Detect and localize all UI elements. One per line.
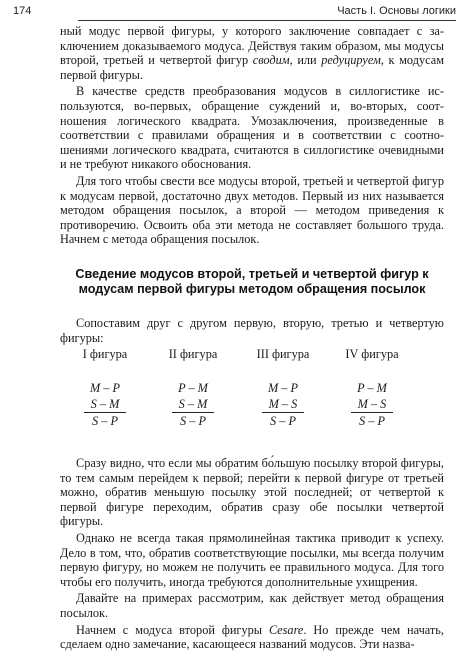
paragraph: Начнем с модуса второй фигуры Cesare. Но прежде чем начать, сделаем одно замечание, касающееся названий модусов. Эти назва- (60, 622, 444, 652)
page-body (60, 24, 444, 654)
paragraph: Сопоставим друг с другом первую, вторую, третью и четвертую фигуры: (60, 315, 444, 345)
major-premise: P – M (178, 381, 208, 396)
section-heading: Сведение модусов второй, третьей и четвертой фигур к модусам первой фигуры методом обращения посылок (75, 266, 429, 297)
header-rule (78, 20, 456, 21)
paragraph: ный модус первой фигуры, у которого заключение совпадает с заключением доказываемого модуса. Действуя таким образом, мы модусы второй, третьей и четвертой фигур сводим, или редуцируем, к модусам первой фигуры. (60, 24, 444, 82)
conclusion: S – P (92, 414, 118, 429)
figure-title: II фигура (168, 347, 218, 362)
paragraph: Однако не всегда такая прямолинейная тактика приводит к успеху. Дело в том, что, обратив соответствующие посылки, мы всегда получим первую фигуру, но можем не получить ее правильного модуса. Для того чтобы его получить, иногда требуются дополнительные ухищрения. (60, 531, 444, 589)
paragraph: Давайте на примерах рассмотрим, как действует метод обращения посылок. (60, 591, 444, 621)
conclusion: S – P (359, 414, 385, 429)
minor-premise: M – S (262, 396, 304, 413)
page-header (0, 0, 470, 26)
emphasis: редуцируем (321, 53, 381, 68)
figure-title: III фигура (256, 347, 310, 362)
minor-premise: S – M (172, 396, 214, 413)
figure-title: IV фигура (345, 347, 399, 362)
emphasis: Cesare (268, 622, 304, 637)
figure-3 (243, 347, 323, 429)
figure-4 (332, 347, 412, 429)
major-premise: M – P (89, 381, 121, 396)
major-premise: M – P (267, 381, 299, 396)
figure-2 (153, 347, 233, 429)
figure-title: I фигура (82, 347, 128, 362)
minor-premise: M – S (351, 396, 393, 413)
conclusion: S – P (180, 414, 206, 429)
emphasis: сводим (252, 53, 290, 68)
running-head: Часть I. Основы логики (337, 5, 456, 17)
paragraph: В качестве средств преобразования модусов в силлогистике используются, во-первых, обращение суждений и, во-вторых, соотношения логического квадрата. Умозаключения, произведенные в соответствии с правилами обращения и в соответствии с соотношениями логического квадрата, считаются в силлогистике очевидными и не требуют никакого обоснования. (60, 84, 444, 172)
paragraph: Для того чтобы свести все модусы второй, третьей и четвертой фигур к модусам первой, достаточно двух методов. Первый из них называется методом обращения посылок, а второй — методом приведения к противоречию. Освоить оба эти метода не составляет большого труда. Начнем с метода обращения посылок. (60, 173, 444, 247)
minor-premise: S – M (84, 396, 126, 413)
figure-1 (65, 347, 145, 429)
major-premise: P – M (357, 381, 387, 396)
syllogism-figures (60, 347, 444, 450)
conclusion: S – P (270, 414, 296, 429)
paragraph: Сразу видно, что если мы обратим бо́льшую посылку второй фигуры, то тем самым перейдем к первой; перейти к первой фигуре от третьей можно, обратив меньшую посылку этой последней; от четвертой к первой фигуре переходим, обратив сразу обе посылки четвертой фигуры. (60, 456, 444, 529)
page-number: 174 (13, 5, 32, 17)
